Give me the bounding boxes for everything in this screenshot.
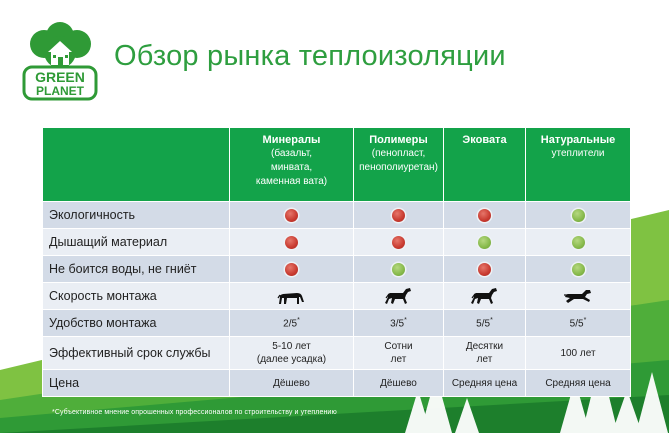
table-cell bbox=[354, 310, 444, 337]
row-label: Скорость монтажа bbox=[43, 283, 230, 310]
horse-galloping-icon bbox=[563, 286, 593, 306]
column-subtitle: (пенопласт, bbox=[371, 148, 426, 159]
rating-value: 3/5 bbox=[390, 318, 405, 330]
table-cell bbox=[230, 256, 354, 283]
table-cell bbox=[230, 202, 354, 229]
table-row bbox=[43, 310, 631, 337]
red-dot-icon bbox=[478, 263, 491, 276]
column-subtitle: минвата, bbox=[270, 162, 313, 173]
green-dot-icon bbox=[392, 263, 405, 276]
table-cell bbox=[526, 202, 631, 229]
cell-text: лет bbox=[390, 354, 407, 365]
table-cell bbox=[230, 283, 354, 310]
footnote-mark: * bbox=[490, 316, 493, 324]
footnote-mark: * bbox=[297, 316, 300, 324]
table-cell bbox=[230, 337, 354, 370]
red-dot-icon bbox=[285, 236, 298, 249]
horse-grazing-icon bbox=[277, 286, 307, 306]
cell-text: (далее усадка) bbox=[256, 354, 327, 365]
green-dot-icon bbox=[572, 263, 585, 276]
column-header-ecowool bbox=[444, 128, 526, 202]
cell-text: 100 лет bbox=[560, 347, 596, 359]
column-subtitle: (базальт, bbox=[271, 148, 312, 159]
row-label: Цена bbox=[43, 370, 230, 397]
table-row bbox=[43, 202, 631, 229]
footnote: *Субъективное мнение опрошенных профессионалов по строительству и утеплению bbox=[52, 409, 337, 416]
green-dot-icon bbox=[572, 209, 585, 222]
table-row bbox=[43, 256, 631, 283]
table-cell bbox=[354, 337, 444, 370]
column-title: Полимеры bbox=[369, 134, 428, 146]
logo-text-line1: GREEN bbox=[35, 69, 85, 85]
column-header-polymers bbox=[354, 128, 444, 202]
red-dot-icon bbox=[478, 209, 491, 222]
table-cell bbox=[354, 256, 444, 283]
table-cell bbox=[444, 283, 526, 310]
table-cell bbox=[354, 202, 444, 229]
green-dot-icon bbox=[572, 236, 585, 249]
horse-trotting-icon bbox=[384, 286, 414, 306]
row-label: Экологичность bbox=[43, 202, 230, 229]
table-cell: Средняя цена bbox=[444, 370, 526, 397]
table-row bbox=[43, 370, 631, 397]
cell-text: 5-10 лет bbox=[272, 341, 311, 352]
table-cell bbox=[444, 256, 526, 283]
table-row bbox=[43, 229, 631, 256]
table-cell bbox=[354, 229, 444, 256]
table-cell bbox=[526, 337, 631, 370]
table-cell bbox=[526, 256, 631, 283]
row-label: Удобство монтажа bbox=[43, 310, 230, 337]
red-dot-icon bbox=[285, 209, 298, 222]
cell-text: Сотни bbox=[384, 341, 413, 352]
red-dot-icon bbox=[392, 209, 405, 222]
column-header-natural bbox=[526, 128, 631, 202]
table-cell bbox=[526, 283, 631, 310]
column-subtitle: пенополиуретан) bbox=[359, 162, 438, 173]
horse-trotting-icon bbox=[470, 286, 500, 306]
red-dot-icon bbox=[392, 236, 405, 249]
table-cell: Дёшево bbox=[354, 370, 444, 397]
table-cell bbox=[526, 229, 631, 256]
table-cell bbox=[230, 310, 354, 337]
cell-text: лет bbox=[476, 354, 493, 365]
page-title: Обзор рынка теплоизоляции bbox=[114, 40, 506, 72]
column-title: Минералы bbox=[262, 134, 321, 146]
header-empty-cell bbox=[43, 128, 230, 202]
red-dot-icon bbox=[285, 263, 298, 276]
green-planet-logo bbox=[22, 22, 98, 102]
row-label: Эффективный срок службы bbox=[43, 337, 230, 370]
table-cell bbox=[444, 202, 526, 229]
column-title: Натуральные bbox=[540, 134, 616, 146]
table-header-row bbox=[43, 128, 631, 202]
table-cell bbox=[354, 283, 444, 310]
table-cell bbox=[230, 229, 354, 256]
column-title: Эковата bbox=[462, 134, 507, 146]
row-label: Не боится воды, не гниёт bbox=[43, 256, 230, 283]
comparison-table bbox=[42, 127, 631, 397]
logo-text-line2: PLANET bbox=[36, 84, 84, 98]
table-cell bbox=[444, 337, 526, 370]
column-header-minerals bbox=[230, 128, 354, 202]
table-cell bbox=[444, 310, 526, 337]
table-cell bbox=[526, 310, 631, 337]
cell-text: Десятки bbox=[465, 341, 504, 352]
table-cell bbox=[444, 229, 526, 256]
row-label: Дышащий материал bbox=[43, 229, 230, 256]
footnote-mark: * bbox=[583, 316, 587, 324]
table-row bbox=[43, 283, 631, 310]
column-subtitle: утеплители bbox=[551, 148, 605, 159]
rating-value: 5/5 bbox=[476, 318, 491, 330]
table-row bbox=[43, 337, 631, 370]
table-cell: Средняя цена bbox=[526, 370, 631, 397]
footnote-mark: * bbox=[404, 316, 407, 324]
rating-value: 2/5 bbox=[283, 318, 298, 330]
rating-value: 5/5 bbox=[569, 318, 584, 330]
green-dot-icon bbox=[478, 236, 491, 249]
column-subtitle: каменная вата) bbox=[255, 176, 328, 187]
table-cell: Дёшево bbox=[230, 370, 354, 397]
